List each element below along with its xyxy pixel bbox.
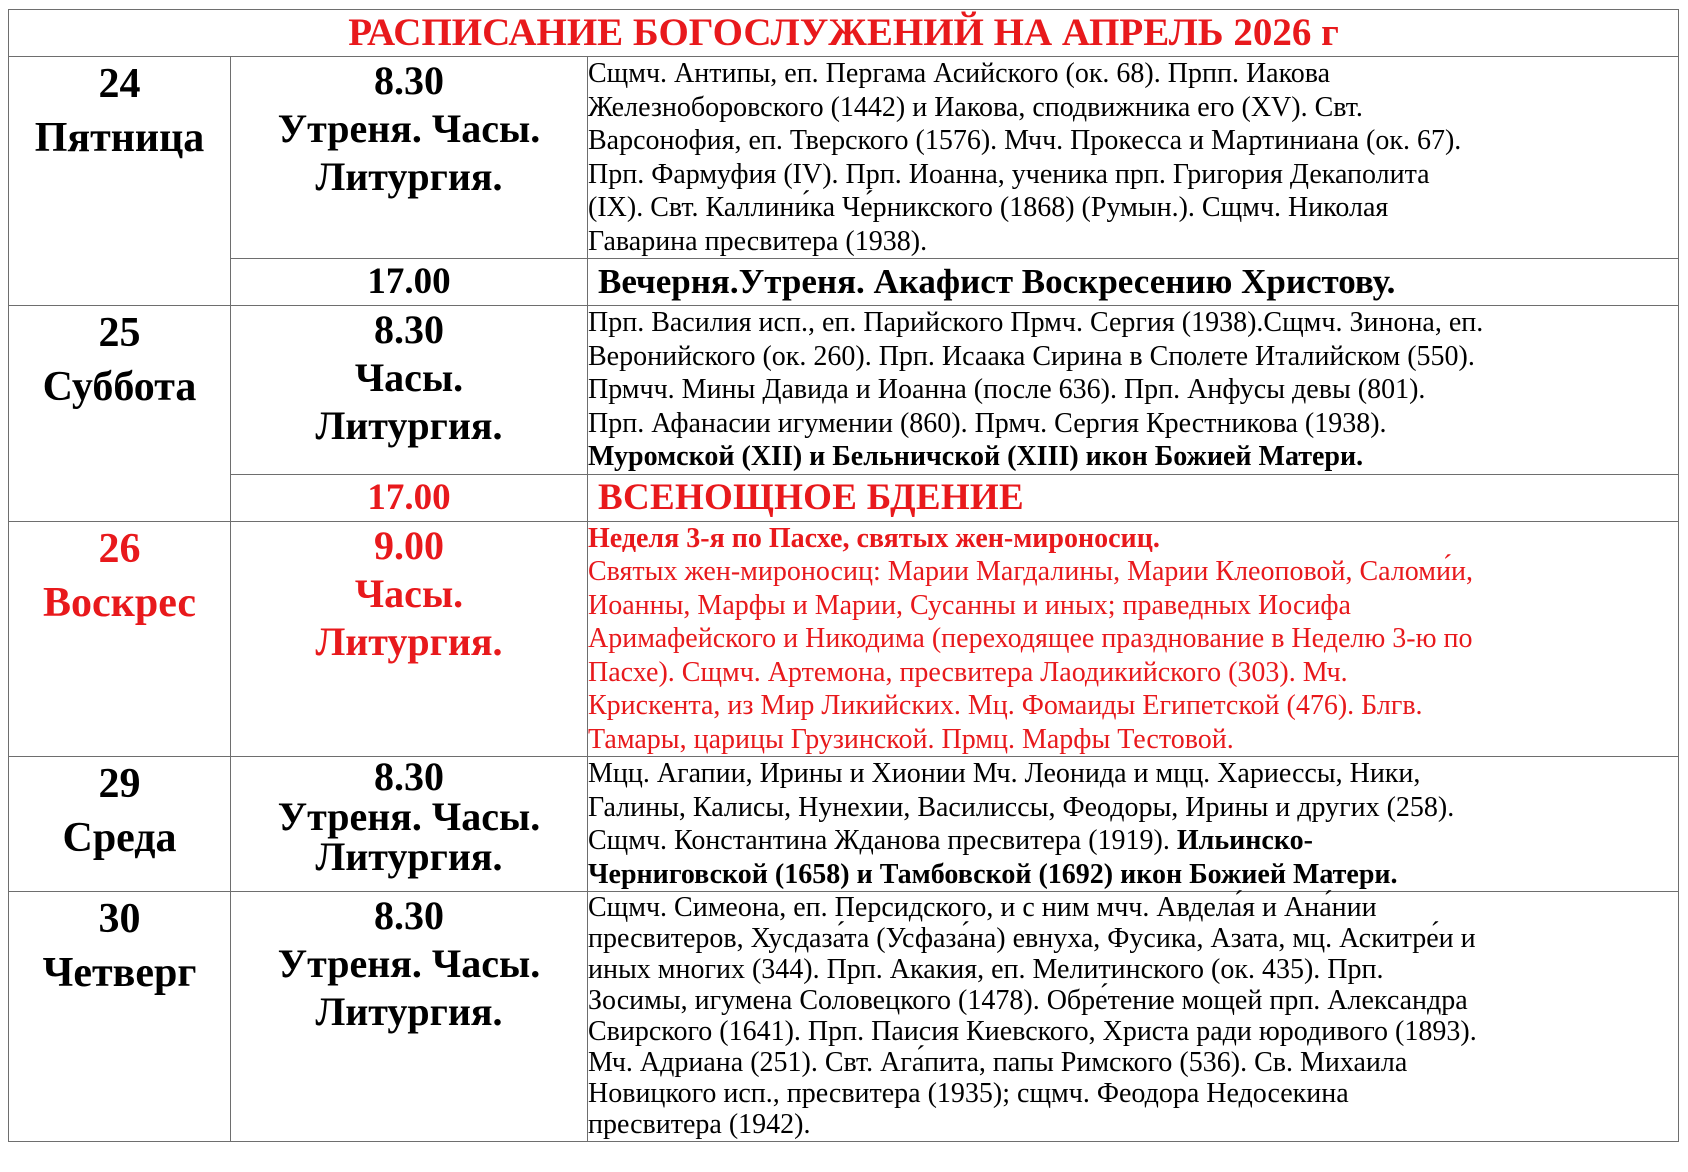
service-time-cell: [231, 521, 588, 757]
service-name: Литургия.: [315, 834, 503, 879]
weekday-name: Суббота: [42, 364, 197, 410]
service-time-cell: [231, 306, 588, 475]
commemoration-line: Прп. Василия исп., еп. Парийского Прмч. Сергия (1938).Сщмч. Зинона, еп.: [588, 307, 1484, 338]
service-time-cell: [231, 892, 588, 1142]
commemoration-line: (IX). Свт. Каллини́ка Че́рникского (1868) (Румын.). Сщмч. Николая: [588, 192, 1389, 223]
icon-feast-line: Черниговской (1658) и Тамбовской (1692) икон Божией Матери.: [588, 858, 1398, 890]
commemoration-line: Свирского (1641). Прп. Паисия Киевского, Христа ради юродивого (1893).: [588, 1016, 1477, 1047]
service-name: Литургия.: [315, 989, 503, 1034]
commemoration-cell: [588, 521, 1679, 757]
day-number: 29: [98, 761, 141, 807]
icon-feast-text: Ильинско-: [1176, 825, 1313, 856]
service-name: Литургия.: [315, 618, 503, 664]
evening-row-25: [9, 474, 1679, 521]
commemoration-line: Сщмч. Антипы, еп. Пергама Асийского (ок. 68). Прпп. Иакова: [588, 58, 1331, 89]
service-name: Утреня. Часы.: [277, 794, 541, 839]
commemoration-line: Прп. Фармуфия (IV). Прп. Иоанна, ученика прп. Григория Декаполита: [588, 158, 1430, 190]
commemoration-cell: [588, 57, 1679, 259]
commemoration-line: Новицкого исп., пресвитера (1935); сщмч. Феодора Недосекина: [588, 1078, 1349, 1109]
service-time: 9.00: [374, 522, 444, 568]
commemoration-line: пресвитеров, Хусдаза́та (Усфаза́на) евнуха, Фусика, Азата, мц. Аскитре́и и: [588, 923, 1476, 954]
service-time: 8.30: [374, 307, 444, 352]
commemoration-line: Прмчч. Мины Давида и Иоанна (после 636). Прп. Анфусы девы (801).: [588, 374, 1426, 405]
evening-service: Вечерня.Утреня. Акафист Воскресению Христову.: [588, 259, 1679, 306]
commemoration-text: Сщмч. Константина Жданова пресвитера (1919).: [588, 825, 1177, 856]
commemoration-line: Тамары, царицы Грузинской. Прмц. Марфы Тестовой.: [588, 723, 1234, 755]
commemoration-line: Галины, Калисы, Нунехии, Василиссы, Феодоры, Ирины и других (258).: [588, 791, 1455, 823]
evening-row-24: [9, 259, 1679, 306]
commemoration-line: Мцц. Агапии, Ирины и Хионии Мч. Леонида и мцц. Хариессы, Ники,: [588, 758, 1421, 789]
commemoration-cell: [588, 306, 1679, 475]
commemoration-line: Железноборовского (1442) и Иакова, сподвижника его (XV). Свт.: [588, 91, 1363, 123]
schedule-table: [8, 9, 1679, 1142]
commemoration-line: Веронийского (ок. 260). Прп. Исаака Сирина в Сполете Италийском (550).: [588, 340, 1475, 372]
evening-time: 17.00: [231, 259, 588, 306]
service-name: Часы.: [354, 570, 464, 616]
day-row-26: [9, 521, 1679, 757]
commemoration-line: Пасхе). Сщмч. Артемона, пресвитера Лаодикийского (303). Мч.: [588, 656, 1348, 688]
evening-time: 17.00: [231, 474, 588, 521]
commemoration-line: Крискента, из Мир Ликийских. Мц. Фомаиды Египетской (476). Блгв.: [588, 690, 1423, 721]
service-name: Литургия.: [315, 403, 503, 448]
day-row-24: [9, 57, 1679, 259]
icon-feast-line: Муромской (XII) и Бельничской (XIII) икон Божией Матери.: [588, 441, 1364, 472]
service-name: Литургия.: [315, 154, 503, 199]
day-cell-25: [9, 306, 231, 522]
service-name: Утреня. Часы.: [277, 941, 541, 986]
day-number: 30: [98, 896, 141, 942]
title-cell: [9, 10, 1679, 57]
title-row: [9, 10, 1679, 57]
day-cell-30: [9, 892, 231, 1142]
day-cell-29: [9, 757, 231, 892]
all-night-vigil: ВСЕНОЩНОЕ БДЕНИЕ: [588, 474, 1679, 521]
commemoration-line: Аримафейского и Никодима (переходящее празднование в Неделю 3-ю по: [588, 623, 1473, 654]
service-time-cell: [231, 57, 588, 259]
commemoration-line: Зосимы, игумена Соловецкого (1478). Обре́тение мощей прп. Александра: [588, 985, 1468, 1016]
day-number: 26: [98, 525, 141, 572]
day-number: 24: [98, 61, 141, 107]
service-name: Часы.: [354, 355, 464, 400]
commemoration-line: Мч. Адриана (251). Свт. Ага́пита, папы Римского (536). Св. Михаила: [588, 1047, 1408, 1078]
commemoration-line: Варсонофия, еп. Тверского (1576). Мчч. Прокесса и Мартиниана (ок. 67).: [588, 125, 1462, 156]
weekday-name: Четверг: [42, 950, 197, 996]
weekday-name: Пятница: [34, 115, 205, 161]
service-time: 8.30: [374, 893, 444, 938]
commemoration-line: пресвитера (1942).: [588, 1109, 811, 1140]
day-cell-26: [9, 521, 231, 757]
day-row-25: [9, 306, 1679, 475]
commemoration-line: Гаварина пресвитера (1938).: [588, 225, 928, 257]
service-time: 8.30: [374, 58, 444, 103]
commemoration-line: Прп. Афанасии игумении (860). Прмч. Сергия Крестникова (1938).: [588, 407, 1387, 439]
commemoration-line: [588, 824, 1678, 858]
schedule-sheet: [8, 9, 1678, 1142]
service-time: 8.30: [374, 754, 444, 799]
service-name: Утреня. Часы.: [277, 106, 541, 151]
day-row-29: [9, 757, 1679, 892]
commemoration-line: иных многих (344). Прп. Акакия, еп. Мелитинского (ок. 435). Прп.: [588, 954, 1384, 985]
day-number: 25: [98, 310, 141, 356]
service-time-cell: [231, 754, 588, 892]
commemoration-line: Сщмч. Симеона, еп. Персидского, и с ним мчч. Авдела́я и Ана́нии: [588, 892, 1377, 923]
day-cell-24: [9, 57, 231, 306]
commemoration-cell: [588, 757, 1679, 892]
commemoration-line: Иоанны, Марфы и Марии, Сусанны и иных; праведных Иосифа: [588, 589, 1351, 621]
day-row-30: [9, 892, 1679, 1142]
page-title: РАСПИСАНИЕ БОГОСЛУЖЕНИЙ НА АПРЕЛЬ 2026 г: [348, 11, 1339, 54]
commemoration-cell: [588, 892, 1679, 1142]
weekday-name: Воскрес: [42, 579, 196, 626]
weekday-name: Среда: [62, 815, 177, 861]
feast-heading: Неделя 3-я по Пасхе, святых жен-мироносиц.: [588, 522, 1160, 554]
commemoration-line: Святых жен-мироносиц: Марии Магдалины, Марии Клеоповой, Саломи́и,: [588, 556, 1473, 587]
